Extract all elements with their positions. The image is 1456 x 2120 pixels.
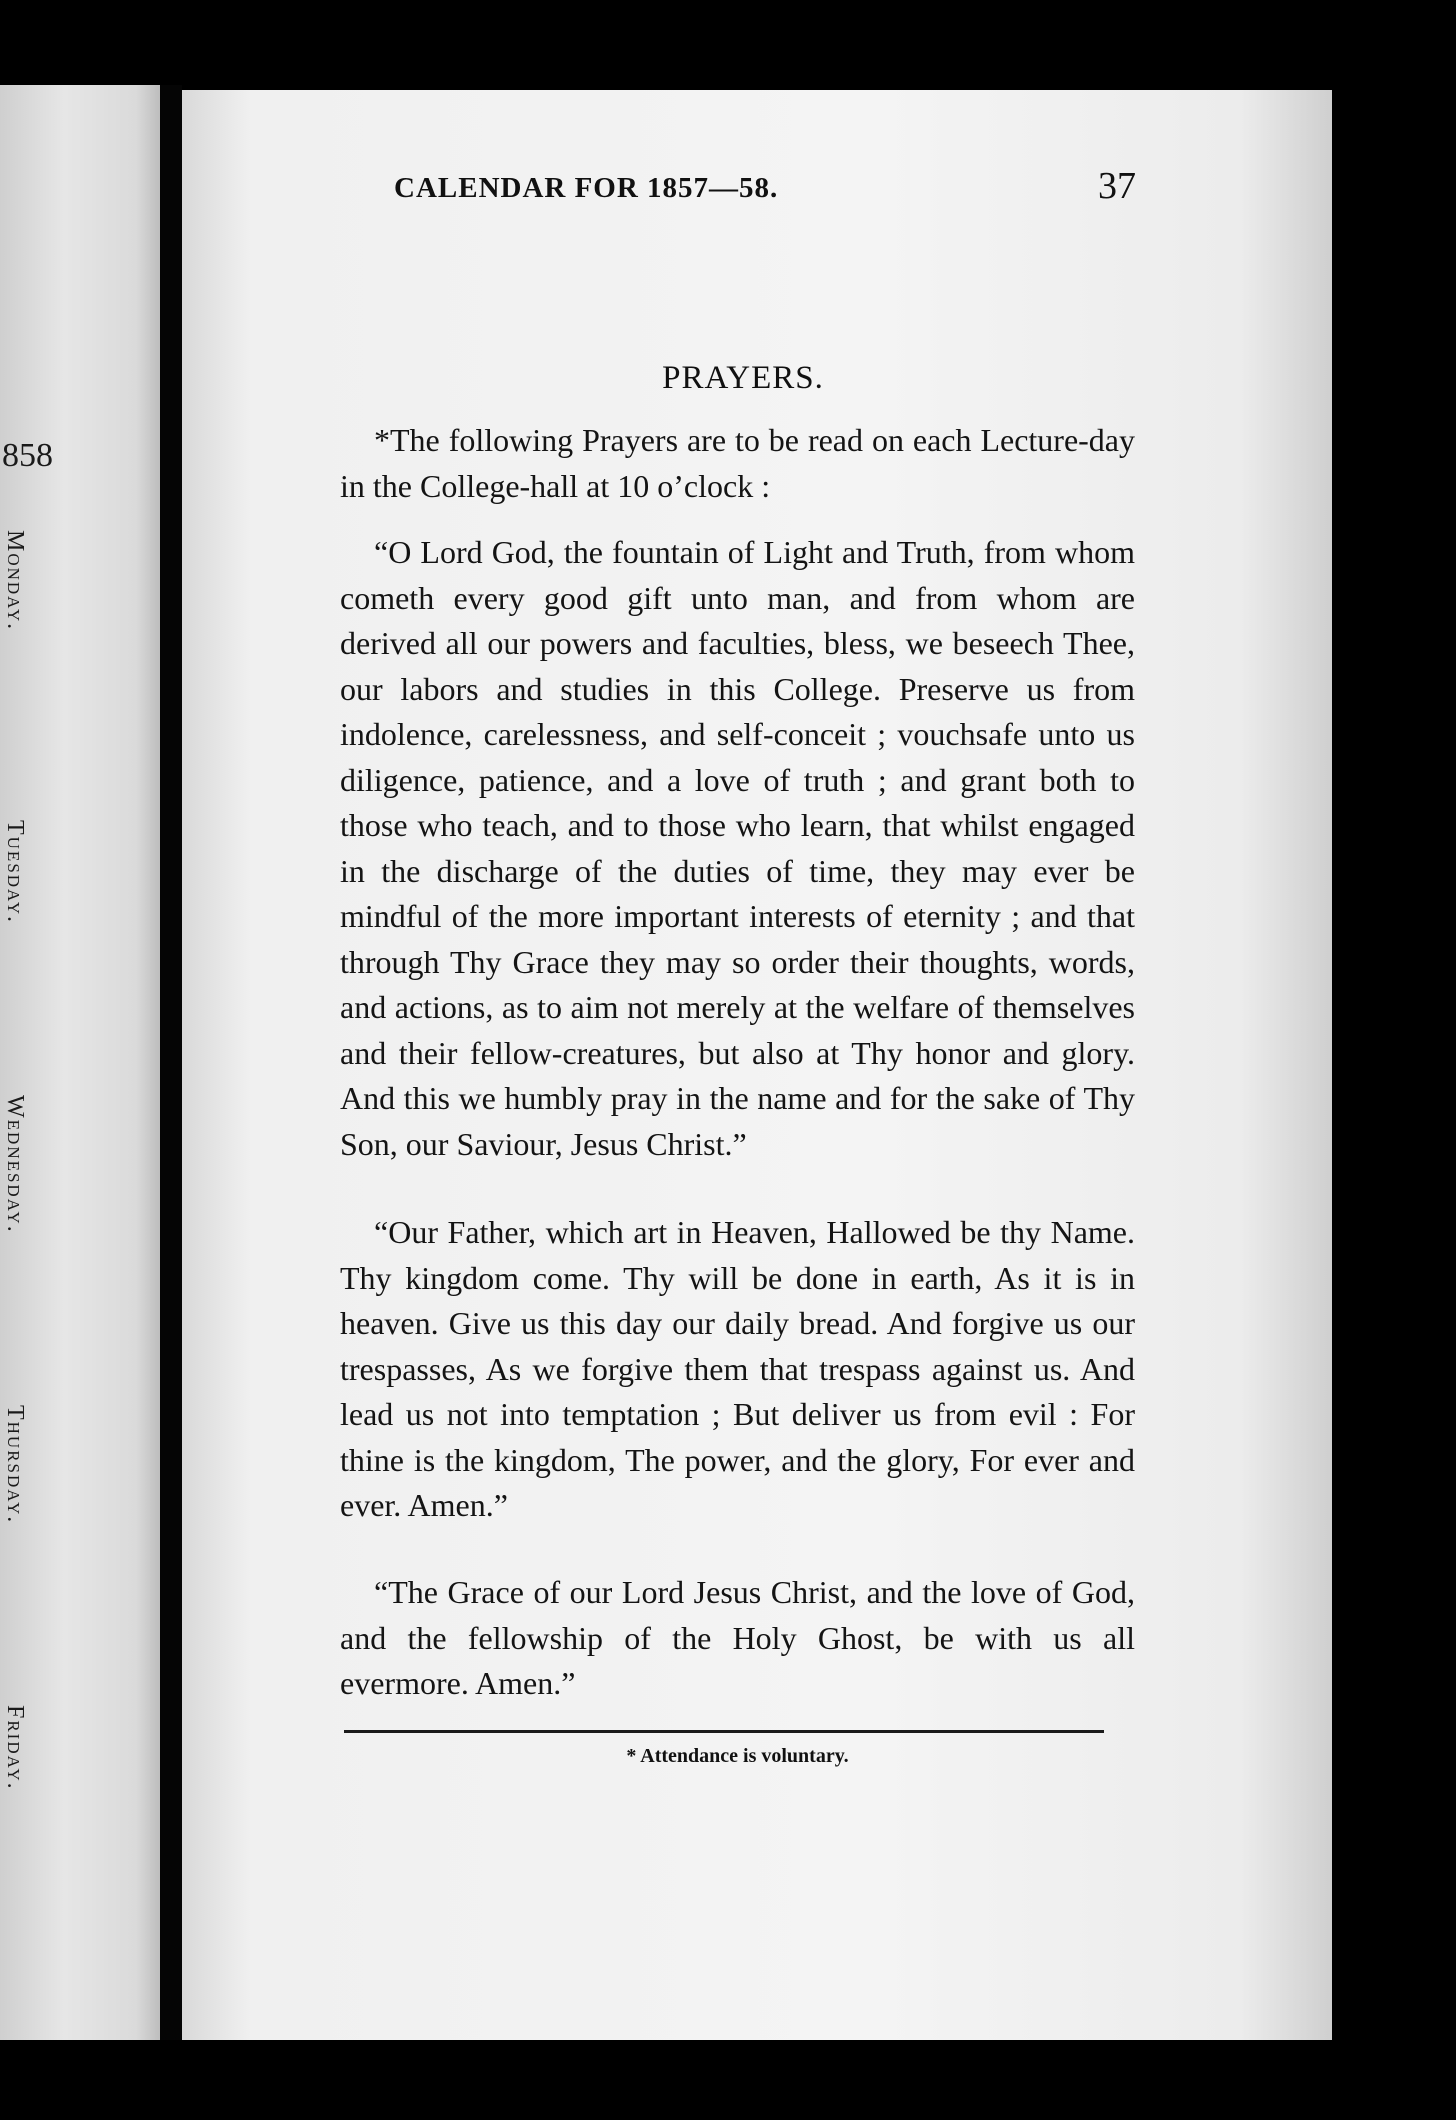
prayer-lords-prayer [340,1210,1135,1529]
day-label-thursday: Thursday. [2,1405,28,1525]
section-title: PRAYERS. [662,360,824,396]
prayer-text: “Our Father, which art in Heaven, Hallowed be thy Name. Thy kingdom come. Thy will be done in earth, As it is in heaven. Give us this day our daily bread. And forgive us our trespasses, As we forgive them that trespass against us. And lead us not into temptation ; But deliver us from evil : For thine is the kingdom, The power, and the glory, For ever and ever. Amen.” [340,1214,1135,1523]
running-head: CALENDAR FOR 1857—58. [394,172,779,204]
facing-page-folio: 858 [2,437,53,474]
prayer-light-and-truth [340,530,1135,1167]
footnote: * Attendance is voluntary. [626,1745,849,1767]
day-label-monday: Monday. [2,530,28,632]
day-label-friday: Friday. [2,1705,28,1791]
prayer-text: “O Lord God, the fountain of Light and Truth, from whom cometh every good gift unto man, and from whom are derived all our powers and faculties, bless, we beseech Thee, our labors and studies in this College. Preserve us from indolence, carelessness, and self-conceit ; vouchsafe unto us diligence, patience, and a love of truth ; and grant both to those who teach, and to those who learn, that whilst engaged in the discharge of the duties of time, they may ever be mindful of the more important interests of eternity ; and that through Thy Grace they may so order their thoughts, words, and actions, as to aim not merely at the welfare of themselves and their fellow-creatures, but also at Thy honor and glory. And this we humbly pray in the name and for the sake of Thy Son, our Saviour, Jesus Christ.” [340,534,1135,1162]
intro-text: *The following Prayers are to be read on each Lecture-day in the College-hall at 10 o’clock : [340,422,1135,504]
page-number: 37 [1098,165,1136,207]
intro-paragraph [340,418,1135,509]
footnote-rule [344,1730,1104,1733]
day-label-wednesday: Wednesday. [2,1095,28,1234]
prayer-text: “The Grace of our Lord Jesus Christ, and the love of God, and the fellowship of the Holy Ghost, be with us all evermore. Amen.” [340,1574,1135,1701]
prayer-grace [340,1570,1135,1707]
page-header [394,165,1136,212]
day-label-tuesday: Tuesday. [2,820,28,925]
